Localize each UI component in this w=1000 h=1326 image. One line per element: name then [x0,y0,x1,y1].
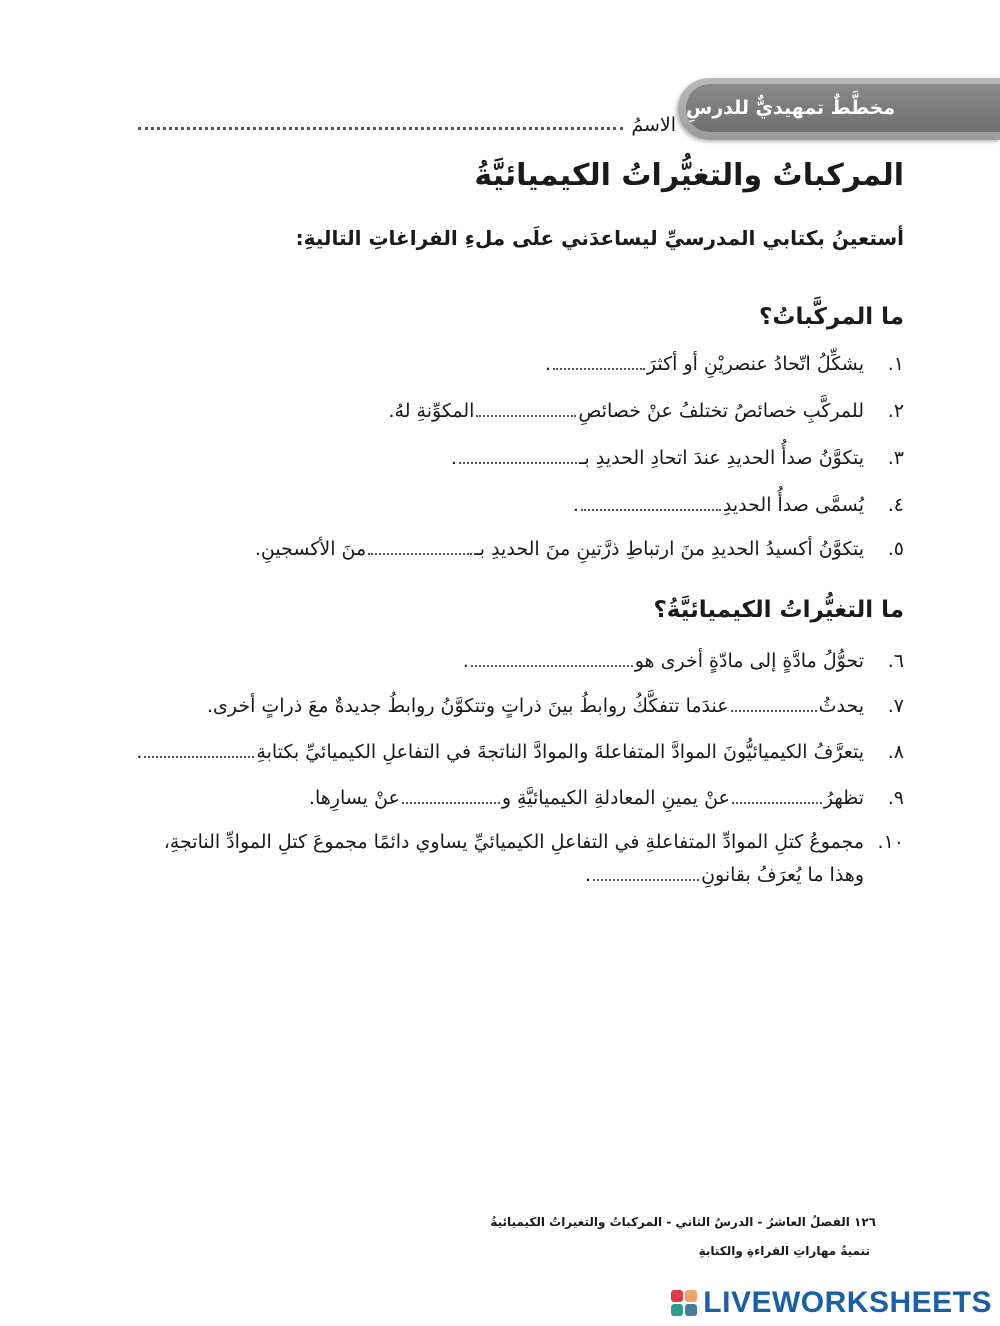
answer-blank[interactable] [593,860,699,881]
question-text: يتكوَّنُ صدأُ الحديدِ عندَ اتحادِ الحديدِ بـ [578,447,864,469]
question-text: يُسمَّى صدأُ الحديدِ [722,494,864,516]
question-3 [134,442,904,475]
name-field-row [138,106,676,136]
answer-blank[interactable] [732,783,822,804]
answer-blank[interactable] [459,443,577,464]
question-text: مجموعُ كتلِ الموادِّ المتفاعلةِ في التفاعلِ الكيميائيِّ يساوي دائمًا مجموعَ كتلِ الموادِّ الناتجةِ، [163,831,864,853]
question-text-end: . [544,353,551,375]
question-text-end: منَ الأكسجينِ. [254,538,367,560]
question-1 [134,348,904,381]
liveworksheets-logo-icon [671,1290,697,1316]
section-heading-compounds: ما المركَّباتُ؟ [759,304,904,330]
liveworksheets-brand[interactable] [671,1286,992,1320]
answer-blank[interactable] [581,490,721,511]
lesson-outline-label: مخطَّطٌ تمهيديٌّ للدرسِ [686,84,1000,132]
question-5 [134,533,904,566]
question-7 [134,690,904,723]
answer-blank[interactable] [144,737,254,758]
question-text-end: . [585,864,592,887]
question-number: ٥. [887,538,904,560]
answer-blank[interactable] [402,783,500,804]
name-label: الاسمُ [631,114,676,136]
question-text-end: . [572,494,579,516]
question-number: ٤. [887,494,904,516]
logo-square [671,1290,683,1302]
question-number: ١٠. [877,831,904,853]
question-text: يشكِّلُ اتّحادُ عنصريْنِ أو أكثرَ [646,353,864,375]
logo-square [671,1304,683,1316]
instructions: أستعينُ بكتابي المدرسيِّ ليساعدَني علَى ملءِ الفراغاتِ التاليةِ: [295,226,904,250]
question-number: ١. [887,353,904,375]
question-text: تظهرُ [823,787,864,809]
question-6 [134,645,904,678]
answer-blank[interactable] [553,349,645,370]
answer-blank[interactable] [471,646,633,667]
question-text-line2: وهذا ما يُعرَفُ بقانونِ [701,864,864,887]
question-9 [134,782,904,815]
question-2 [134,395,904,428]
question-number: ٨. [887,741,904,763]
section-heading-chemical-changes: ما التغيُّراتُ الكيميائيَّةُ؟ [653,597,904,623]
answer-blank[interactable] [731,691,817,712]
question-text: يتكوَّنُ أكسيدُ الحديدِ منَ ارتباطِ ذرَّتينِ منَ الحديدِ بـ [474,538,864,560]
question-number: ٩. [887,787,904,809]
answer-blank[interactable] [476,396,576,417]
answer-blank[interactable] [368,534,472,555]
question-4 [134,489,904,522]
question-10 [134,826,904,893]
question-text-end: . [450,447,457,469]
question-text-end: عندَما تتفكَّكُ روابطُ بينَ ذراتٍ وتتكوَّنُ روابطُ جديدةٌ معَ ذراتٍ أخرى. [206,695,729,717]
question-text-end: المكوِّنةِ لهُ. [388,400,475,422]
question-text-end: . [136,741,143,763]
question-number: ٦. [887,650,904,672]
question-text: تحوُّلُ مادَّةٍ إلى مادّةٍ أخرى هو [634,650,864,672]
question-text: يحدثُ [818,695,864,717]
page-title: المركباتُ والتغيُّراتُ الكيميائيَّةُ [474,158,904,193]
question-number: ٣. [887,447,904,469]
question-8 [134,736,904,769]
question-text-end: عنْ يسارِها. [308,787,400,809]
footer-skills: تنميةُ مهاراتِ القراءةِ والكتابةِ [698,1244,870,1258]
question-text: يتعرَّفُ الكيميائيُّونَ الموادَّ المتفاعلةَ والموادَّ الناتجةَ في التفاعلِ الكيميائيِّ بكتابةِ [256,741,864,763]
question-text: للمركَّبِ خصائصُ تختلفُ عنْ خصائصِ [578,400,864,422]
liveworksheets-wordmark: LIVEWORKSHEETS [703,1286,992,1319]
lesson-outline-tab [678,78,1000,140]
question-number: ٢. [887,400,904,422]
question-text-middle: عنْ يمينِ المعادلةِ الكيميائيَّةِ و [501,787,730,809]
question-text-end: . [462,650,469,672]
footer-chapter: ١٢٦ الفصلُ العاشرُ - الدرسُ الثاني - المركباتُ والتغيراتُ الكيميائيةُ [490,1215,876,1229]
logo-square [685,1304,697,1316]
logo-square [685,1290,697,1302]
name-input-line[interactable] [138,127,623,130]
question-number: ٧. [887,695,904,717]
